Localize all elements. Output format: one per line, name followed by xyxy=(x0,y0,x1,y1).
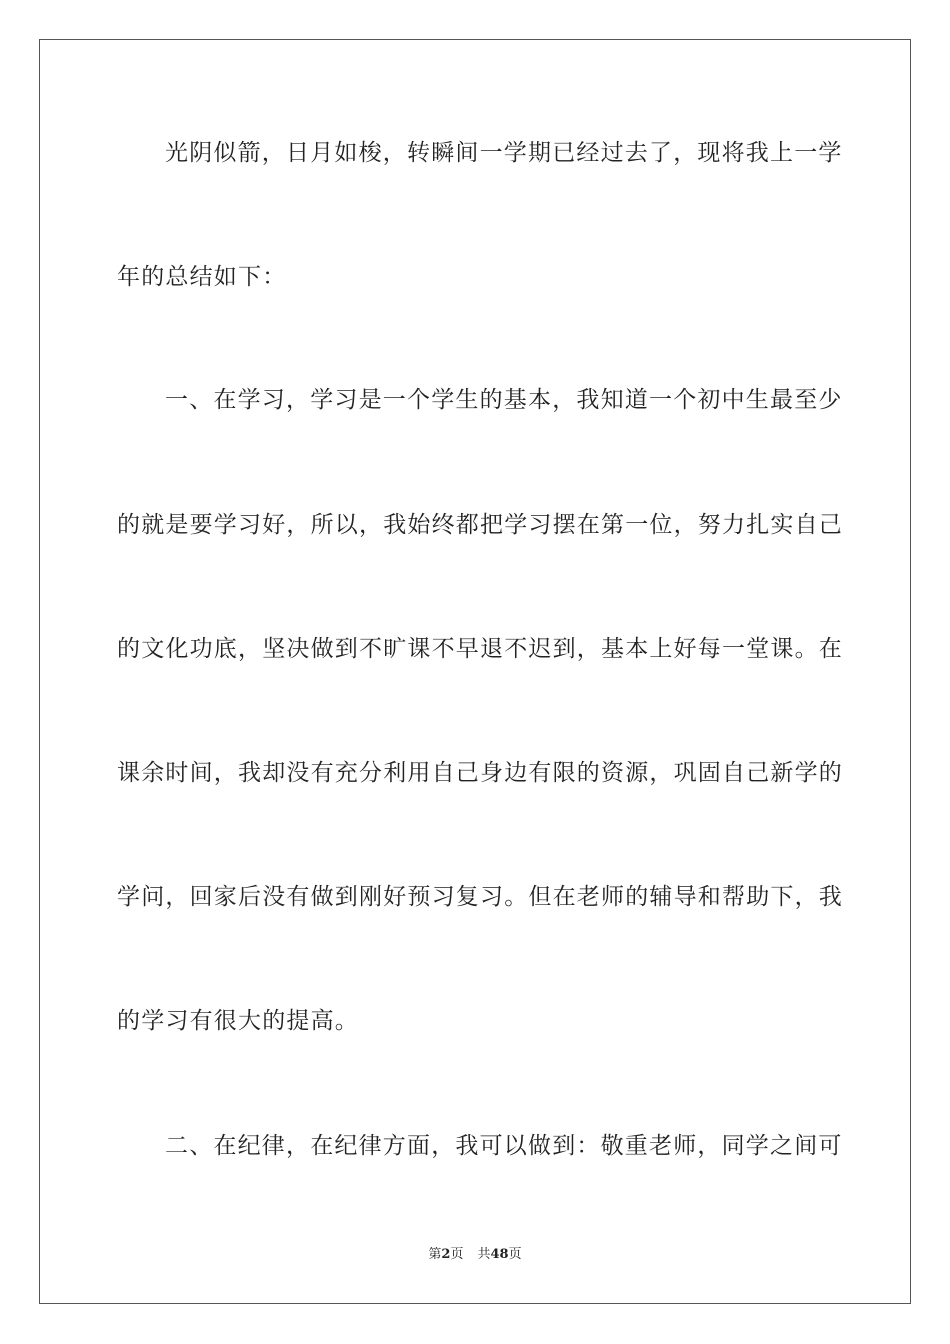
paragraph-line: 的就是要学习好，所以，我始终都把学习摆在第一位，努力扎实自己 xyxy=(117,512,843,538)
page-footer xyxy=(0,1246,950,1264)
paragraph-line: 课余时间，我却没有充分利用自己身边有限的资源，巩固自己新学的 xyxy=(117,760,843,786)
paragraph-line: 年的总结如下： xyxy=(117,264,287,290)
page-prefix: 第 xyxy=(428,1247,442,1262)
page-frame xyxy=(39,39,911,1304)
total-suffix: 页 xyxy=(508,1247,522,1262)
paragraph-line: 光阴似箭，日月如梭，转瞬间一学期已经过去了，现将我上一学 xyxy=(165,140,843,166)
page-suffix: 页 xyxy=(450,1247,464,1262)
paragraph-line: 的文化功底，坚决做到不旷课不早退不迟到，基本上好每一堂课。在 xyxy=(117,636,843,662)
paragraph-line: 二、在纪律，在纪律方面，我可以做到：敬重老师，同学之间可 xyxy=(165,1133,843,1159)
paragraph-line: 一、在学习，学习是一个学生的基本，我知道一个初中生最至少 xyxy=(165,387,843,413)
paragraph-line: 学问，回家后没有做到刚好预习复习。但在老师的辅导和帮助下，我 xyxy=(117,884,843,910)
total-prefix: 共 xyxy=(477,1247,491,1262)
page-number: 2 xyxy=(441,1247,451,1262)
total-pages: 48 xyxy=(490,1247,509,1262)
paragraph-line: 的学习有很大的提高。 xyxy=(117,1008,359,1034)
